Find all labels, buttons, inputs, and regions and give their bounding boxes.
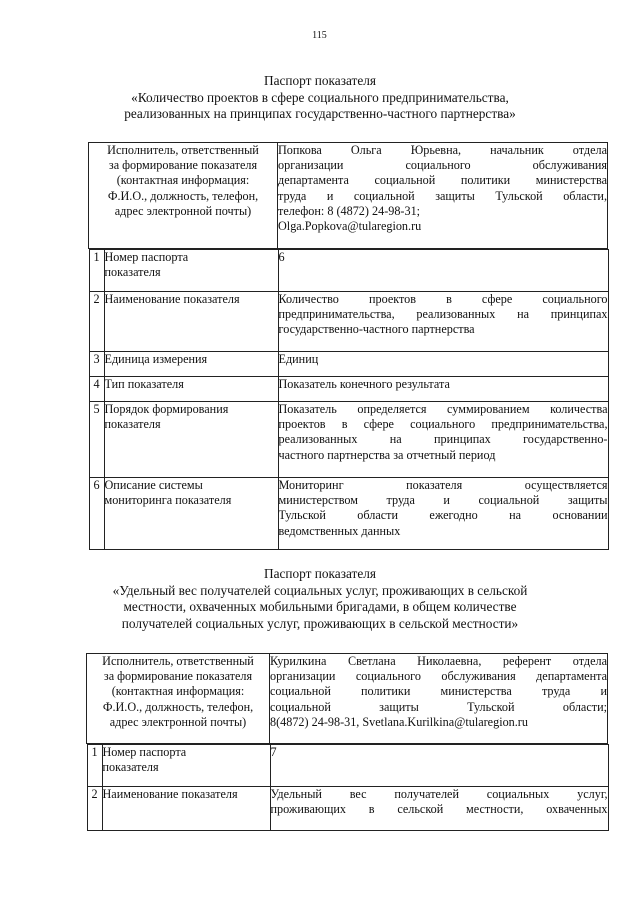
row-value: Удельный вес получателей социальных услуг, проживающих в сельской местности, охваченных (270, 787, 608, 831)
table-row (87, 745, 608, 787)
executor-row (89, 143, 608, 249)
table-row (89, 402, 608, 478)
row-number: 1 (89, 250, 104, 292)
row-number: 5 (89, 402, 104, 478)
passport2-heading: Паспорт показателя (264, 566, 376, 581)
table-row (89, 292, 608, 352)
row-value: Показатель определяется суммированием количества проектов в сфере социального предпринимательства, реализованных на принципах государственно- частного партнерства за отчетный период (278, 402, 608, 478)
executor-label: Исполнитель, ответственный за формирование показателя (контактная информация: Ф.И.О., должность, телефон, адрес электронной почты) (87, 654, 270, 744)
row-value: Показатель конечного результата (278, 377, 608, 402)
row-label: Номер паспорта показателя (104, 250, 278, 292)
row-number: 2 (89, 292, 104, 352)
row-label: Единица измерения (104, 352, 278, 377)
passport2-table (86, 653, 608, 831)
row-number: 3 (89, 352, 104, 377)
row-number: 6 (89, 478, 104, 550)
row-value: 7 (270, 745, 608, 787)
executor-value: Попкова Ольга Юрьевна, начальник отдела организации социального обслуживания департамента социальной политики министерства труда и социальной защиты Тульской области, телефон: 8 (4872) 24-98-31; Olga.Popkova@tularegion.ru (278, 143, 608, 249)
executor-label: Исполнитель, ответственный за формирование показателя (контактная информация: Ф.И.О., должность, телефон, адрес электронной почты) (89, 143, 278, 249)
row-label: Порядок формирования показателя (104, 402, 278, 478)
table-row (89, 377, 608, 402)
passport2-title-line: получателей социальных услуг, проживающих в сельской местности» (121, 615, 519, 631)
row-value: Количество проектов в сфере социального предпринимательства, реализованных на принципах государственно-частного партнерства (278, 292, 608, 352)
row-label: Описание системы мониторинга показателя (104, 478, 278, 550)
passport2-rows (87, 744, 609, 831)
passport2-title-block (60, 566, 580, 632)
passport1-heading: Паспорт показателя (264, 73, 376, 88)
executor-value: Курилкина Светлана Николаевна, референт отдела организации социального обслуживания департамента социальной политики министерства труда и социальной защиты Тульской области; 8(4872) 24-98-31, Svetlana.Kurilkina@tularegion.ru (270, 654, 608, 744)
passport1-title-line: «Количество проектов в сфере социального предпринимательства, (131, 89, 509, 105)
row-label: Номер паспорта показателя (102, 745, 270, 787)
row-label: Наименование показателя (104, 292, 278, 352)
passport2-title-line: местности, охваченных мобильными бригадами, в общем количестве (123, 599, 517, 614)
passport1-rows (89, 249, 609, 550)
table-row (87, 787, 608, 831)
table-row (89, 478, 608, 550)
row-value: Единиц (278, 352, 608, 377)
passport1-table (88, 142, 608, 550)
passport2-title-line: «Удельный вес получателей социальных услуг, проживающих в сельской (112, 582, 528, 598)
row-value: 6 (278, 250, 608, 292)
passport1-title-block (60, 73, 580, 123)
row-number: 4 (89, 377, 104, 402)
passport1-title-line: реализованных на принципах государственно-частного партнерства» (124, 106, 516, 121)
page-number: 115 (312, 30, 327, 41)
row-value: Мониторинг показателя осуществляется министерством труда и социальной защиты Тульской области ежегодно на основании ведомственных данных (278, 478, 608, 550)
executor-row (87, 654, 608, 744)
row-number: 2 (87, 787, 102, 831)
table-row (89, 250, 608, 292)
table-row (89, 352, 608, 377)
row-label: Наименование показателя (102, 787, 270, 831)
row-number: 1 (87, 745, 102, 787)
row-label: Тип показателя (104, 377, 278, 402)
